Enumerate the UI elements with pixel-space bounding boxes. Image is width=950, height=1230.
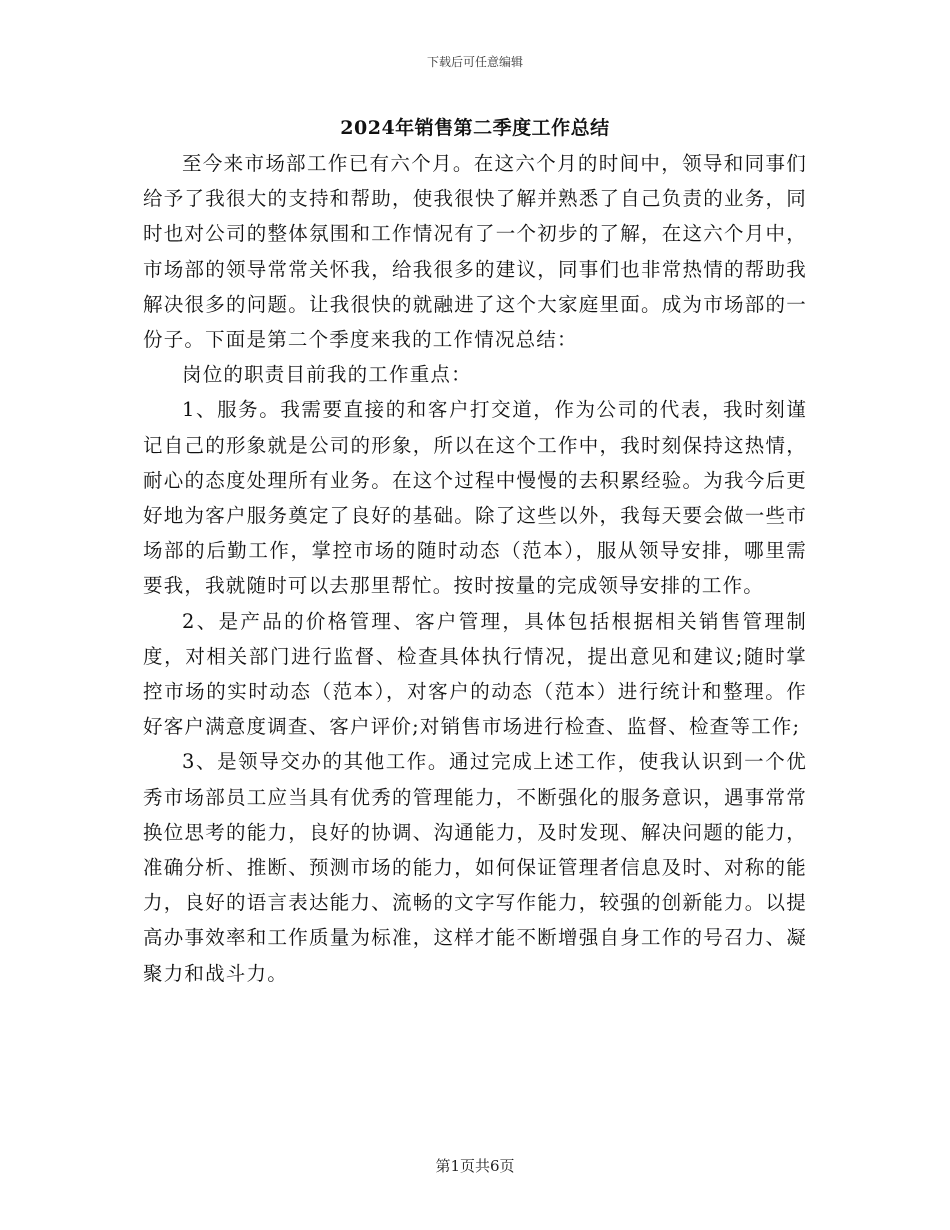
header-note: 下载后可任意编辑	[426, 55, 523, 69]
page-indicator: 第1页共6页	[435, 1157, 515, 1175]
document-body	[143, 146, 807, 991]
paragraph-item-1: 1、服务。我需要直接的和客户打交道，作为公司的代表，我时刻谨记自己的形象就是公司的形象，所以在这个工作中，我时刻保持这热情，耐心的态度处理所有业务。在这个过程中慢慢的去积累经验。为我今后更好地为客户服务奠定了良好的基础。除了这些以外，我每天要会做一些市场部的后勤工作，掌控市场的随时动态（范本），服从领导安排，哪里需要我，我就随时可以去那里帮忙。按时按量的完成领导安排的工作。	[143, 398, 807, 598]
paragraph-duties-heading: 岗位的职责目前我的工作重点：	[182, 363, 472, 387]
paragraph-item-3: 3、是领导交办的其他工作。通过完成上述工作，使我认识到一个优秀市场部员工应当具有优秀的管理能力，不断强化的服务意识，遇事常常换位思考的能力，良好的协调、沟通能力，及时发现、解决问题的能力，准确分析、推断、预测市场的能力，如何保证管理者信息及时、对称的能力，良好的语言表达能力、流畅的文字写作能力，较强的创新能力。以提高办事效率和工作质量为标准，这样才能不断增强自身工作的号召力、凝聚力和战斗力。	[143, 750, 807, 985]
paragraph-item-2: 2、是产品的价格管理、客户管理，具体包括根据相关销售管理制度，对相关部门进行监督、检查具体执行情况，提出意见和建议;随时掌控市场的实时动态（范本），对客户的动态（范本）进行统计和整理。作好客户满意度调查、客户评价;对销售市场进行检查、监督、检查等工作;	[143, 609, 807, 739]
document-title: 2024年销售第二季度工作总结	[340, 117, 610, 139]
paragraph-intro: 至今来市场部工作已有六个月。在这六个月的时间中，领导和同事们给予了我很大的支持和帮助，使我很快了解并熟悉了自己负责的业务，同时也对公司的整体氛围和工作情况有了一个初步的了解，在这六个月中，市场部的领导常常关怀我，给我很多的建议，同事们也非常热情的帮助我解决很多的问题。让我很快的就融进了这个大家庭里面。成为市场部的一份子。下面是第二个季度来我的工作情况总结：	[143, 152, 807, 352]
